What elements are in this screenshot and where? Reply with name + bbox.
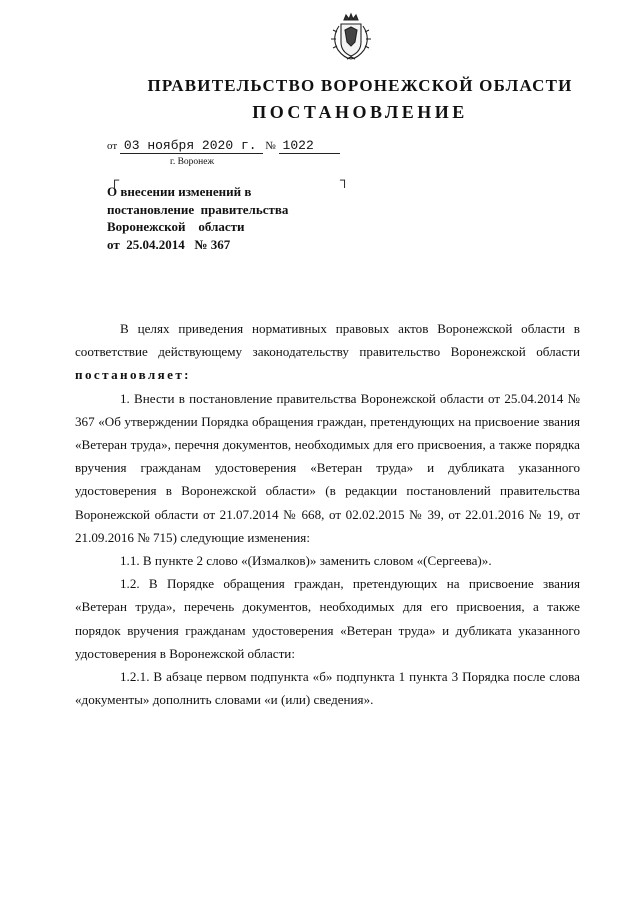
item-1-2-1: 1.2.1. В абзаце первом подпункта «б» подпункта 1 пункта 3 Порядка после слова «документы» дополнить словами «и (или) сведения». [75,669,580,708]
document-type: ПОСТАНОВЛЕНИЕ [252,102,468,122]
item-1: 1. Внести в постановление правительства Воронежской области от 25.04.2014 № 367 «Об утверждении Порядка обращения граждан, претендующих на присвоение звания «Ветеран труда», перечня документов, необходимых для его присвоения, а также порядка вручения гражданам удостоверения «Ветеран труда» и дубликата указанного удостоверения в Воронежской области» (в редакции постановлений правительства Воронежской области от 21.07.2014 № 668, от 02.02.2015 № 39, от 22.01.2016 № 19, от 21.09.2016 № 715) следующие изменения: [75,390,580,545]
subject-line: от 25.04.2014 № 367 [107,236,231,252]
subject-line: Воронежской области [107,219,245,234]
number-label: № [265,140,276,152]
from-label: от [107,140,118,152]
intro-text: В целях приведения нормативных правовых актов Воронежской области в соответствие действующему законодательству правительство Воронежской области [75,321,580,360]
item-1-2: 1.2. В Порядке обращения граждан, претендующих на присвоение звания «Ветеран труда», перечень документов, необходимых для его присвоения, а также порядок вручения гражданам удостоверения «Ветеран труда» и дубликата указанного удостоверения в Воронежской области: [75,576,580,661]
coat-of-arms-icon [328,12,374,62]
organization-name: ПРАВИТЕЛЬСТВО ВОРОНЕЖСКОЙ ОБЛАСТИ [147,76,573,95]
document-city: г. Воронеж [170,157,215,167]
document-subject [107,183,288,253]
subject-line: О внесении изменений в [107,184,252,199]
document-body [75,317,580,711]
left-corner-mark: ┌ [110,172,120,187]
document-number: 1022 [279,138,340,154]
right-corner-mark: ┐ [340,172,350,187]
subject-line: постановление правительства [107,201,289,217]
resolves-word: постановляет: [75,367,191,383]
document-date: 03 ноября 2020 г. [120,138,263,154]
document-date-number [107,138,340,153]
intro-paragraph [75,317,580,387]
item-1-1: 1.1. В пункте 2 слово «(Измалков)» заменить словом «(Сергеева)». [120,553,492,569]
